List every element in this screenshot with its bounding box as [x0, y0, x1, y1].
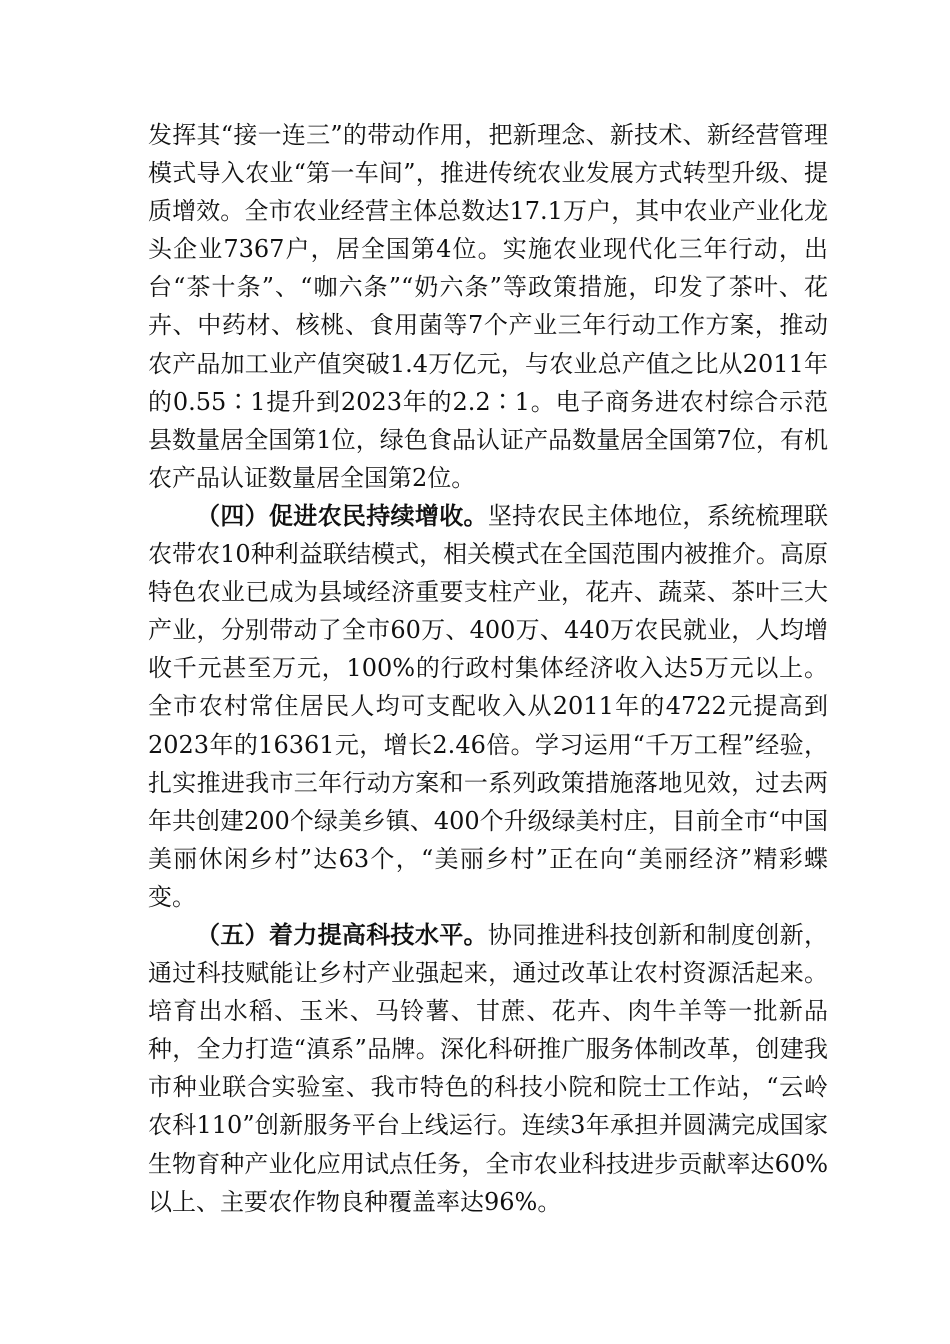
section-heading-tech-level: （五）着力提高科技水平。 [196, 919, 488, 949]
paragraph-text: 坚持农民主体地位，系统梳理联农带农10种利益联结模式，相关模式在全国范围内被推介。高原特色农业已成为县域经济重要支柱产业，花卉、蔬菜、茶叶三大产业，分别带动了全市60万、400万、440万农民就业，人均增收千元甚至万元，100%的行政村集体经济收入达5万元以上。全市农村常住居民人均可支配收入从2011年的4722元提高到2023年的16361元，增长2.46倍。学习运用“千万工程”经验，扎实推进我市三年行动方案和一系列政策措施落地见效，过去两年共创建200个绿美乡镇、400个升级绿美村庄，目前全市“中国美丽休闲乡村”达63个，“美丽乡村”正在向“美丽经济”精彩蝶变。 [148, 501, 829, 911]
section-heading-farmer-income: （四）促进农民持续增收。 [196, 500, 488, 530]
paragraph-text: 发挥其“接一连三”的带动作用，把新理念、新技术、新经营管理模式导入农业“第一车间”，推进传统农业发展方式转型升级、提质增效。全市农业经营主体总数达17.1万户，其中农业产业化龙头企业7367户，居全国第4位。实施农业现代化三年行动，出台“茶十条”、“咖六条”“奶六条”等政策措施，印发了茶叶、花卉、中药材、核桃、食用菌等7个产业三年行动工作方案，推动农产品加工业产值突破1.4万亿元，与农业总产值之比从2011年的0.55∶1提升到2023年的2.2∶1。电子商务进农村综合示范县数量居全国第1位，绿色食品认证产品数量居全国第7位，有机农产品认证数量居全国第2位。 [148, 121, 828, 492]
paragraph-continuation [148, 116, 828, 497]
paragraph-text: 协同推进科技创新和制度创新，通过科技赋能让乡村产业强起来，通过改革让农村资源活起来。培育出水稻、玉米、马铃薯、甘蔗、花卉、肉牛羊等一批新品种，全力打造“滇系”品牌。深化科研推广服务体制改革，创建我市种业联合实验室、我市特色的科技小院和院士工作站，“云岭农科110”创新服务平台上线运行。连续3年承担并圆满完成国家生物育种产业化应用试点任务，全市农业科技进步贡献率达60%以上、主要农作物良种覆盖率达96%。 [148, 920, 829, 1216]
paragraph-tech-level [148, 916, 828, 1221]
paragraph-farmer-income [148, 497, 828, 916]
document-body [148, 116, 828, 1221]
